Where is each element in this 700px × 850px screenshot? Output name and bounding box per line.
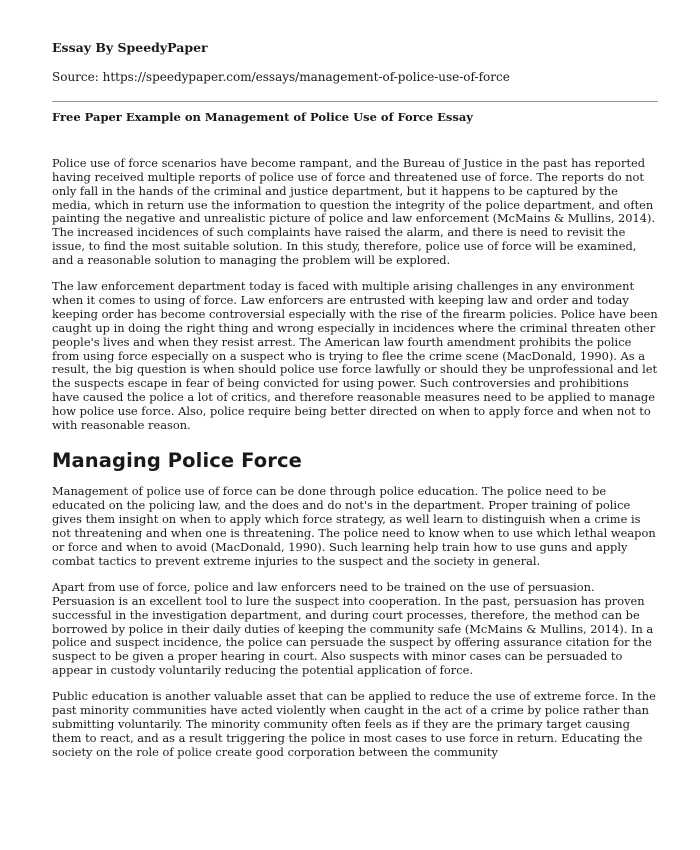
paragraph-intro: Police use of force scenarios have become rampant, and the Bureau of Justice in the past has reported having received multiple reports of police use of force and threatened use of force. The reports do not only fall in the hands of the criminal and justice department, but it happens to be captured by the media, which in return use the information to question the integrity of the police department, and often painting the negative and unrealistic picture of police and law enforcement (McMains & Mullins, 2014). The increased incidences of such complaints have raised the alarm, and there is need to revisit the issue, to find the most suitable solution. In this study, therefore, police use of force will be examined, and a reasonable solution to managing the problem will be explored. — [52, 155, 656, 268]
document-page — [52, 40, 658, 760]
divider — [52, 101, 658, 102]
source-line: Source: https://speedypaper.com/essays/management-of-police-use-of-force — [52, 70, 510, 85]
essay-title: Free Paper Example on Management of Police Use of Force Essay — [52, 109, 473, 124]
paragraph-challenges: The law enforcement department today is faced with multiple arising challenges in any environment when it comes to using of force. Law enforcers are entrusted with keeping law and order and today keeping order has become controversial especially with the rise of the firearm policies. Police have been caught up in doing the right thing and wrong especially in incidences where the criminal threaten other people's lives and when they resist arrest. The American law fourth amendment prohibits the police from using force especially on a suspect who is trying to flee the crime scene (MacDonald, 1990). As a result, the big question is when should police use force lawfully or should they be unprofessional and let the suspects escape in fear of being convicted for using power. Such controversies and prohibitions have caused the police a lot of critics, and therefore reasonable measures need to be applied to manage how police use force. Also, police require being better directed on when to apply force and when not to with reasonable reason. — [52, 279, 658, 433]
paragraph-persuasion: Apart from use of force, police and law enforcers need to be trained on the use of persuasion. Persuasion is an excellent tool to lure the suspect into cooperation. In the past, persuasion has proven successful in the investigation department, and during court processes, therefore, the method can be borrowed by police in their daily duties of keeping the community safe (McMains & Mullins, 2014). In a police and suspect incidence, the police can persuade the suspect by offering assurance citation for the suspect to be given a proper hearing in court. Also suspects with minor cases can be persuaded to appear in custody voluntarily reducing the potential application of force. — [52, 579, 654, 678]
section-heading: Managing Police Force — [52, 449, 302, 472]
site-title: Essay By SpeedyPaper — [52, 40, 208, 55]
paragraph-education: Management of police use of force can be done through police education. The police need to be educated on the policing law, and the does and do not's in the department. Proper training of police gives them insight on when to apply which force strategy, as well learn to distinguish when a crime is not threatening and when one is threatening. The police need to know when to use which lethal weapon or force and when to avoid (MacDonald, 1990). Such learning help train how to use guns and apply combat tactics to prevent extreme injuries to the suspect and the society in general. — [52, 484, 656, 568]
paragraph-public-education: Public education is another valuable asset that can be applied to reduce the use of extreme force. In the past minority communities have acted violently when caught in the act of a crime by police rather than submitting voluntarily. The minority community often feels as if they are the primary target causing them to react, and as a result triggering the police in most cases to use force in return. Educating the society on the role of police create good corporation between the community — [52, 689, 656, 759]
